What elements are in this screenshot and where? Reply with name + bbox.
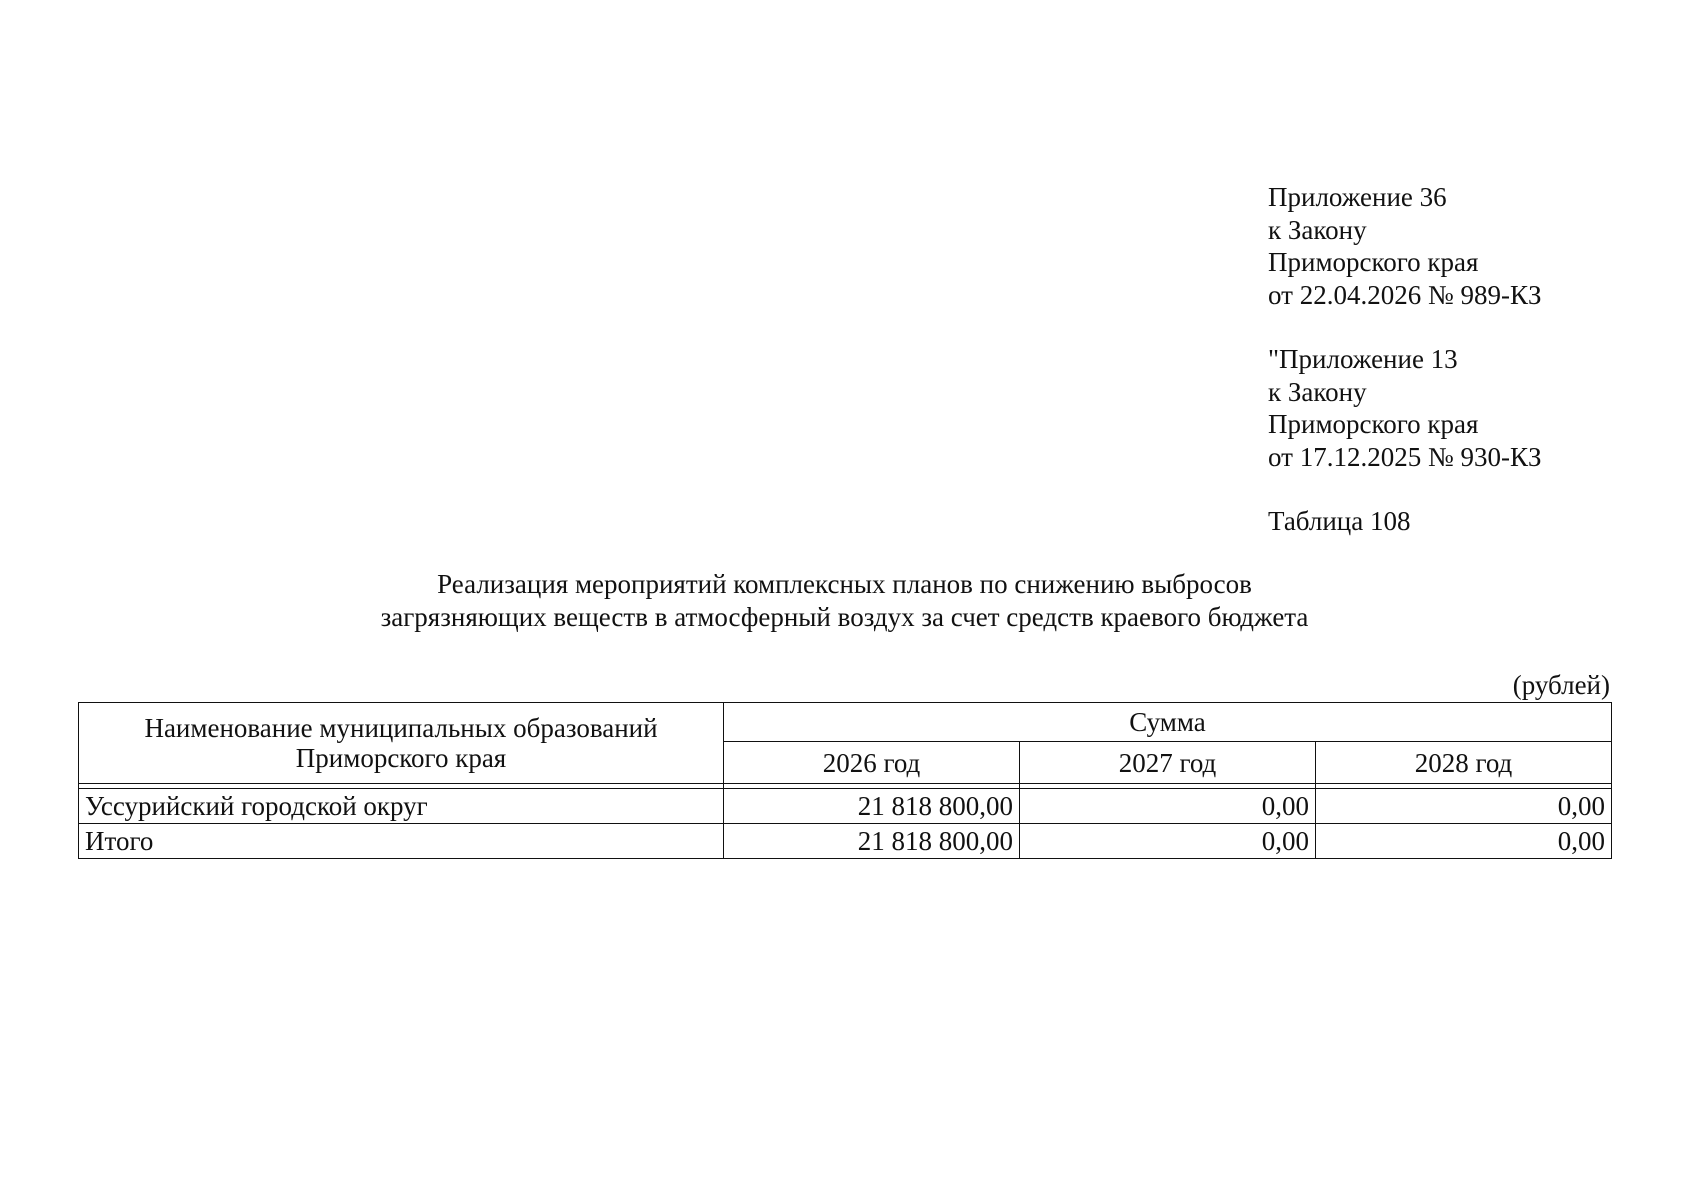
document-title <box>0 568 1689 633</box>
row-value-2027: 0,00 <box>1020 789 1316 824</box>
appendix-original-line: к Закону <box>1268 376 1367 407</box>
header-year-2026: 2026 год <box>724 742 1020 784</box>
total-value-2026: 21 818 800,00 <box>724 824 1020 859</box>
header-municipality-name <box>79 703 724 784</box>
appendix-current-line: Приморского края <box>1268 247 1479 277</box>
document-title-line: Реализация мероприятий комплексных планов по снижению выбросов <box>437 569 1252 599</box>
appendix-original-reference <box>1268 343 1541 473</box>
budget-table <box>78 702 1612 859</box>
appendix-current-reference <box>1268 181 1541 311</box>
row-value-2026: 21 818 800,00 <box>724 789 1020 824</box>
appendix-current-line: к Закону <box>1268 214 1367 245</box>
header-year-2027: 2027 год <box>1020 742 1316 784</box>
row-value-2028: 0,00 <box>1316 789 1612 824</box>
total-label: Итого <box>79 824 724 859</box>
total-value-2028: 0,00 <box>1316 824 1612 859</box>
header-sum: Сумма <box>724 703 1612 742</box>
appendix-original-line: "Приложение 13 <box>1268 344 1458 374</box>
appendix-original-line: от 17.12.2025 № 930-КЗ <box>1268 441 1542 472</box>
table-number: Таблица 108 <box>1268 506 1411 536</box>
header-name-line: Наименование муниципальных образований <box>144 713 658 743</box>
document-title-line: загрязняющих веществ в атмосферный воздух за счет средств краевого бюджета <box>380 601 1309 632</box>
units-label: (рублей) <box>1512 670 1610 700</box>
appendix-current-line: от 22.04.2026 № 989-КЗ <box>1268 279 1542 310</box>
row-municipality-name: Уссурийский городской округ <box>79 789 724 824</box>
header-name-line: Приморского края <box>295 743 507 773</box>
table-header-row <box>79 703 1612 742</box>
appendix-original-line: Приморского края <box>1268 409 1479 439</box>
table-total-row <box>79 824 1612 859</box>
table-row <box>79 789 1612 824</box>
header-year-2028: 2028 год <box>1316 742 1612 784</box>
total-value-2027: 0,00 <box>1020 824 1316 859</box>
appendix-current-line: Приложение 36 <box>1268 182 1447 212</box>
